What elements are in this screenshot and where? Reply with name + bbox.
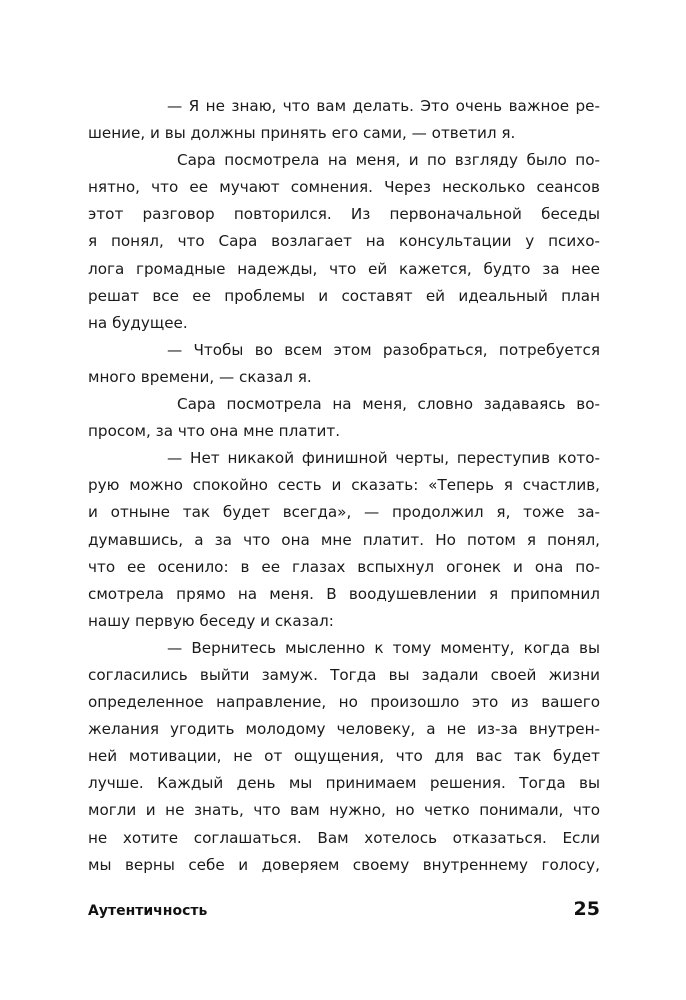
text-line: этот разговор повторился. Из первоначальной беседы xyxy=(88,205,600,224)
text-line: шение, и вы должны принять его сами, — ответил я. xyxy=(88,124,516,143)
text-line: — Я не знаю, что вам делать. Это очень важное ре- xyxy=(167,97,600,115)
text-line: на будущее. xyxy=(88,313,188,332)
text-line: я понял, что Сара возлагает на консультации у психо- xyxy=(88,232,600,251)
text-line: желания угодить молодому человеку, а не из-за внутрен- xyxy=(88,720,600,739)
text-line: — Чтобы во всем этом разобраться, потребуется xyxy=(167,340,600,359)
text-line: нятно, что ее мучают сомнения. Через несколько сеансов xyxy=(88,178,600,197)
text-line: лога громадные надежды, что ей кажется, будто за нее xyxy=(88,259,600,278)
text-line: — Вернитесь мысленно к тому моменту, когда вы xyxy=(167,638,600,657)
text-line: думавшись, а за что она мне платит. Но потом я понял, xyxy=(88,530,600,549)
text-line: могли и не знать, что вам нужно, но четко понимали, что xyxy=(88,801,600,820)
text-line: много времени, — сказал я. xyxy=(88,367,312,386)
text-line: Сара посмотрела на меня, словно задаваясь во- xyxy=(177,395,600,414)
text-line: смотрела прямо на меня. В воодушевлении я припомнил xyxy=(88,584,600,603)
text-line: ней мотивации, не от ощущения, что для вас так будет xyxy=(88,747,600,766)
running-footer-title: Аутентичность xyxy=(88,903,208,919)
text-line: согласились выйти замуж. Тогда вы задали своей жизни xyxy=(88,665,600,684)
page-number: 25 xyxy=(573,898,600,920)
text-line: мы верны себе и доверяем своему внутреннему голосу, xyxy=(88,855,600,874)
text-line: нашу первую беседу и сказал: xyxy=(88,611,334,630)
body-text xyxy=(88,93,600,879)
text-line: Сара посмотрела на меня, и по взгляду было по- xyxy=(177,151,600,170)
text-line: рую можно спокойно сесть и сказать: «Теперь я счастлив, xyxy=(88,476,600,495)
text-line: что ее осенило: в ее глазах вспыхнул огонек и она по- xyxy=(88,557,600,576)
text-line: — Нет никакой финишной черты, переступив кото- xyxy=(167,449,600,468)
text-line: лучше. Каждый день мы принимаем решения. Тогда вы xyxy=(88,774,600,793)
text-line: определенное направление, но произошло это из вашего xyxy=(88,693,600,712)
text-line: не хотите соглашаться. Вам хотелось отказаться. Если xyxy=(88,828,600,847)
text-line: просом, за что она мне платит. xyxy=(88,422,341,441)
text-line: и отныне так будет всегда», — продолжил я, тоже за- xyxy=(88,503,600,522)
text-line: решат все ее проблемы и составят ей идеальный план xyxy=(88,286,600,305)
